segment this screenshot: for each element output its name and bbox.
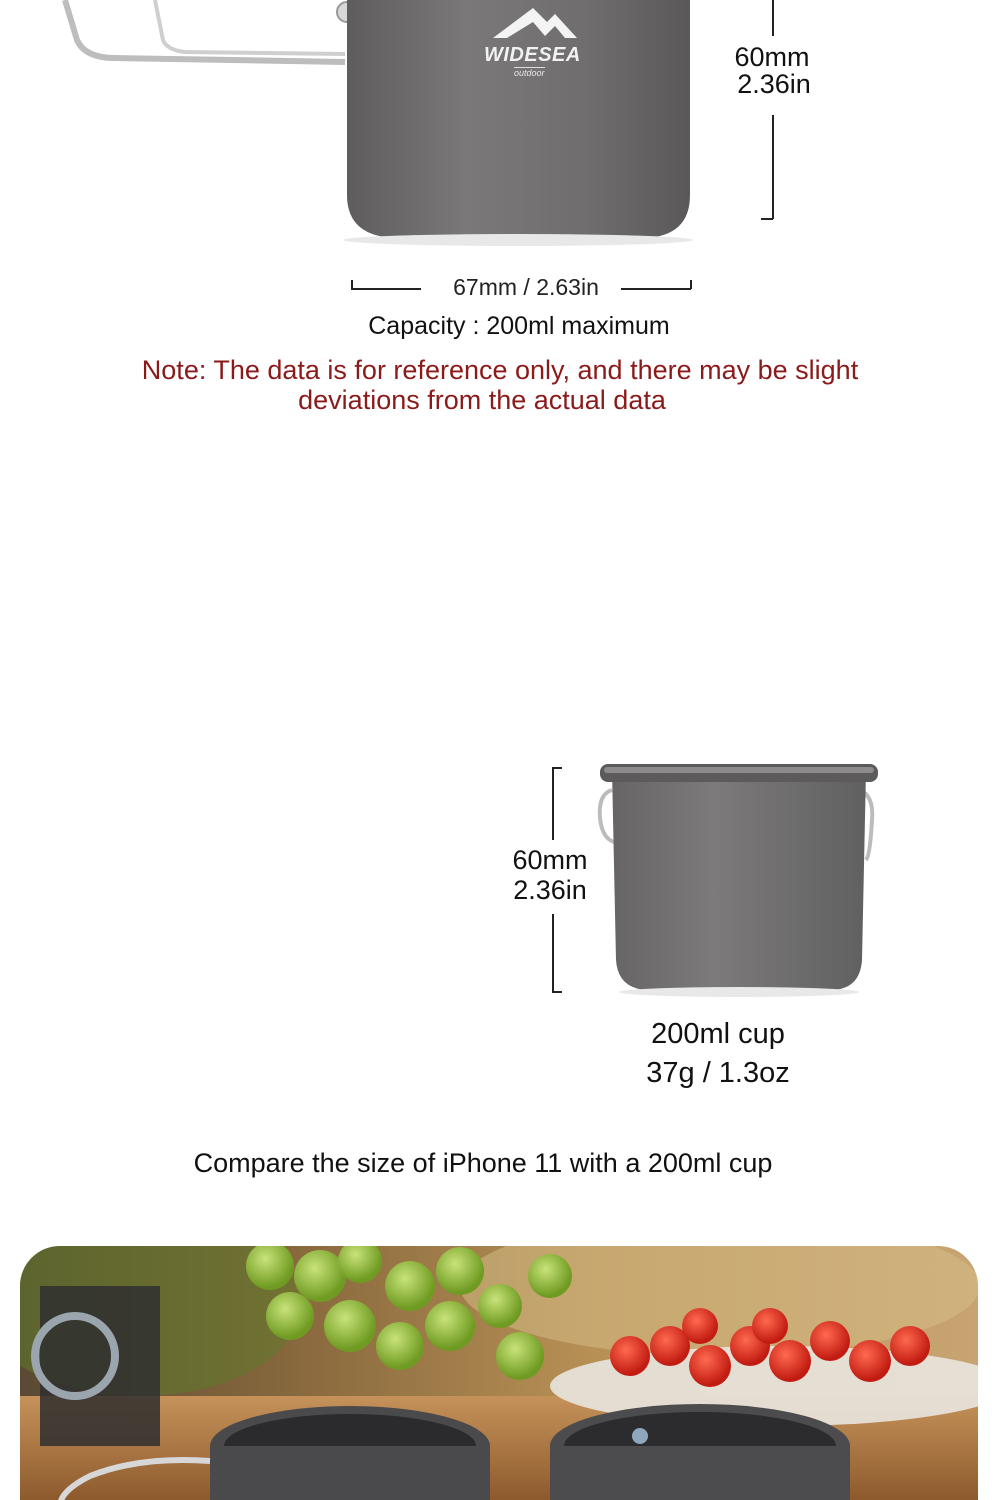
product-photo: [20, 1246, 978, 1500]
small-height-tick-bottom: [552, 991, 562, 993]
brand-logo-sub: outdoor: [514, 68, 545, 78]
small-height-line-lower: [552, 914, 554, 992]
small-cup-caption-2: 37g / 1.3oz: [646, 1057, 790, 1089]
small-cup-body: [612, 770, 866, 990]
brand-logo-text: WIDESEA: [484, 44, 581, 66]
small-height-line-upper: [552, 768, 554, 840]
width-line-right: [621, 288, 691, 290]
photo-cup-right: [550, 1404, 850, 1500]
top-height-line-upper: [772, 0, 774, 36]
top-cup-illustration: [55, 0, 715, 250]
small-height-in: 2.36in: [513, 875, 587, 905]
top-height-mm: 60mm: [734, 42, 810, 72]
cup-body: [347, 0, 690, 238]
small-cup-caption-1: 200ml cup: [651, 1018, 785, 1050]
capacity-text: Capacity : 200ml maximum: [368, 312, 670, 340]
width-line-left: [351, 288, 421, 290]
note-line-1: Note: The data is for reference only, and there may be slight: [141, 355, 859, 385]
top-height-line-lower: [772, 115, 774, 219]
small-cup-illustration: [590, 760, 890, 1000]
width-label: 67mm / 2.63in: [453, 274, 599, 300]
small-height-tick-top: [552, 767, 562, 769]
top-height-tick-bottom: [761, 218, 773, 220]
photo-scene: [20, 1246, 978, 1500]
small-height-mm: 60mm: [512, 845, 588, 875]
compare-text: Compare the size of iPhone 11 with a 200ml cup: [193, 1148, 773, 1178]
width-tick-right: [690, 280, 692, 289]
top-height-in: 2.36in: [737, 69, 811, 99]
note-line-2: deviations from the actual data: [298, 385, 666, 415]
